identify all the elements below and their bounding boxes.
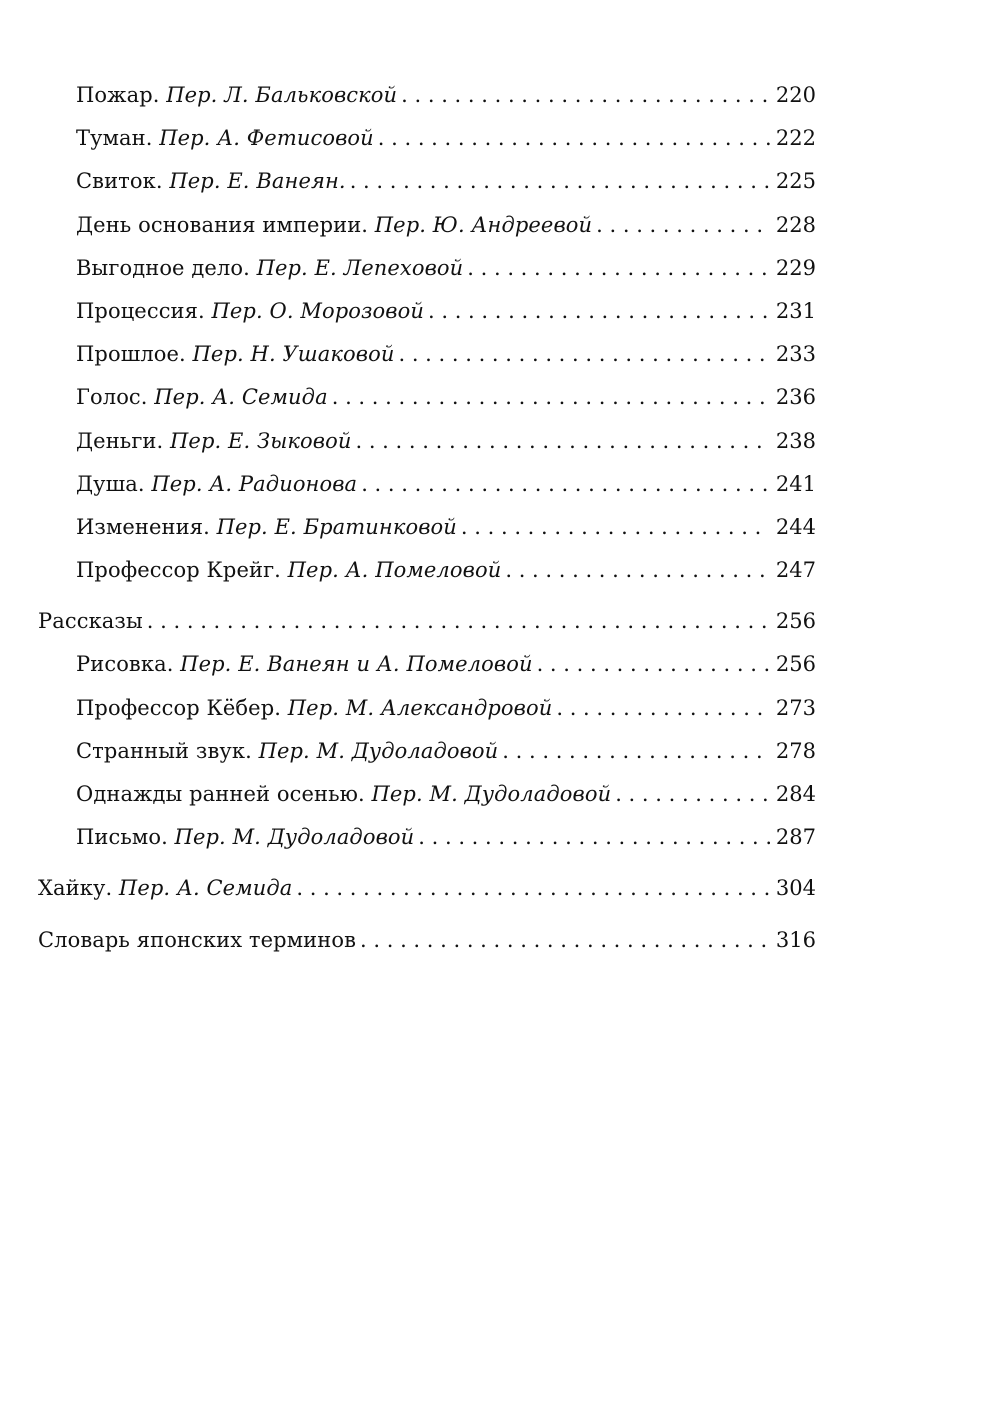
dot-leader [332,376,770,419]
dot-leader [350,160,770,203]
entry-title: Свиток. [76,169,163,194]
toc-entry [38,74,816,117]
toc-entry [38,420,816,463]
entry-page: 220 [775,83,816,107]
dot-leader [296,867,770,910]
dot-leader [502,730,770,773]
dot-leader [428,290,770,333]
entry-title: Голос. [76,385,148,410]
section-page: 304 [775,876,816,901]
entry-page: 225 [775,169,816,194]
entry-page: 238 [775,428,816,453]
entry-page: 228 [775,212,816,237]
entry-page: 287 [775,825,816,850]
entry-title: Профессор Кёбер. [76,695,282,720]
entry-translator: Пер. Е. Ванеян. [169,169,346,194]
entry-title: Рисовка. [76,652,174,677]
toc-entry [38,549,816,592]
entry-translator: Пер. А. Радионова [151,471,358,496]
entry-translator: Пер. М. Дудоладовой [174,825,415,850]
toc-entry [38,333,816,376]
dot-leader [378,117,770,160]
entry-translator: Пер. М. Дудоладовой [371,782,612,806]
entry-title: Пожар. [76,83,160,107]
dot-leader [615,773,770,816]
entry-title: Изменения. [76,514,210,539]
entry-title: Профессор Крейг. [76,558,281,583]
dot-leader [505,549,770,592]
dot-leader [361,463,770,506]
entry-page: 222 [775,126,816,151]
dot-leader [467,247,770,290]
entry-title: Душа. [76,471,145,496]
entry-translator: Пер. Е. Братинковой [216,514,457,539]
entry-title: Туман. [76,126,153,151]
dot-leader [360,919,770,962]
toc-entry [38,463,816,506]
section-title: Рассказы [38,609,143,634]
section-title: Словарь японских терминов [38,927,357,952]
table-of-contents [38,74,816,962]
toc-section [38,867,816,910]
entry-title: Однажды ранней осенью. [76,782,365,806]
entry-translator: Пер. О. Морозовой [211,298,424,323]
entry-translator: Пер. М. Дудоладовой [258,738,499,763]
toc-entry [38,117,816,160]
toc-entry [38,773,816,816]
toc-entry [38,730,816,773]
entry-title: Деньги. [76,428,164,453]
section-translator: Пер. А. Семида [118,876,293,901]
entry-page: 229 [775,255,816,280]
entry-translator: Пер. Е. Лепеховой [256,255,464,280]
entry-translator: Пер. А. Помеловой [287,558,502,583]
entry-page: 236 [775,385,816,410]
dot-leader [355,420,770,463]
toc-section [38,600,816,643]
toc-entry [38,376,816,419]
dot-leader [147,600,770,643]
entry-title: Письмо. [76,825,168,850]
entry-title: Прошлое. [76,342,186,367]
toc-entry [38,160,816,203]
dot-leader [556,687,770,730]
entry-translator: Пер. Н. Ушаковой [192,342,395,367]
entry-translator: Пер. Л. Бальковской [166,83,398,107]
entry-page: 284 [775,782,816,806]
entry-page: 256 [775,652,816,677]
entry-title: Выгодное дело. [76,255,250,280]
entry-translator: Пер. Е. Ванеян и А. Помеловой [180,652,533,677]
entry-title: День основания империи. [76,212,369,237]
entry-translator: Пер. А. Семида [154,385,328,410]
entry-page: 273 [775,695,816,720]
entry-translator: Пер. Ю. Андреевой [374,212,593,237]
dot-leader [418,816,770,859]
section-page: 316 [775,927,816,952]
toc-entry [38,643,816,686]
entry-page: 241 [775,471,816,496]
entry-page: 278 [775,738,816,763]
toc-entry [38,506,816,549]
toc-entry [38,247,816,290]
toc-entry [38,204,816,247]
entry-page: 233 [775,342,816,367]
toc-section [38,919,816,962]
dot-leader [537,643,770,686]
entry-page: 231 [775,298,816,323]
entry-title: Странный звук. [76,738,252,763]
entry-translator: Пер. М. Александровой [287,695,553,720]
section-title: Хайку. [38,876,113,901]
section-page: 256 [775,609,816,634]
entry-translator: Пер. Е. Зыковой [170,428,352,453]
toc-entry [38,687,816,730]
dot-leader [398,333,770,376]
dot-leader [401,74,770,117]
dot-leader [461,506,770,549]
entry-title: Процессия. [76,298,205,323]
dot-leader [596,204,770,247]
entry-translator: Пер. А. Фетисовой [159,126,374,151]
toc-entry [38,290,816,333]
entry-page: 244 [775,514,816,539]
entry-page: 247 [775,558,816,583]
toc-entry [38,816,816,859]
